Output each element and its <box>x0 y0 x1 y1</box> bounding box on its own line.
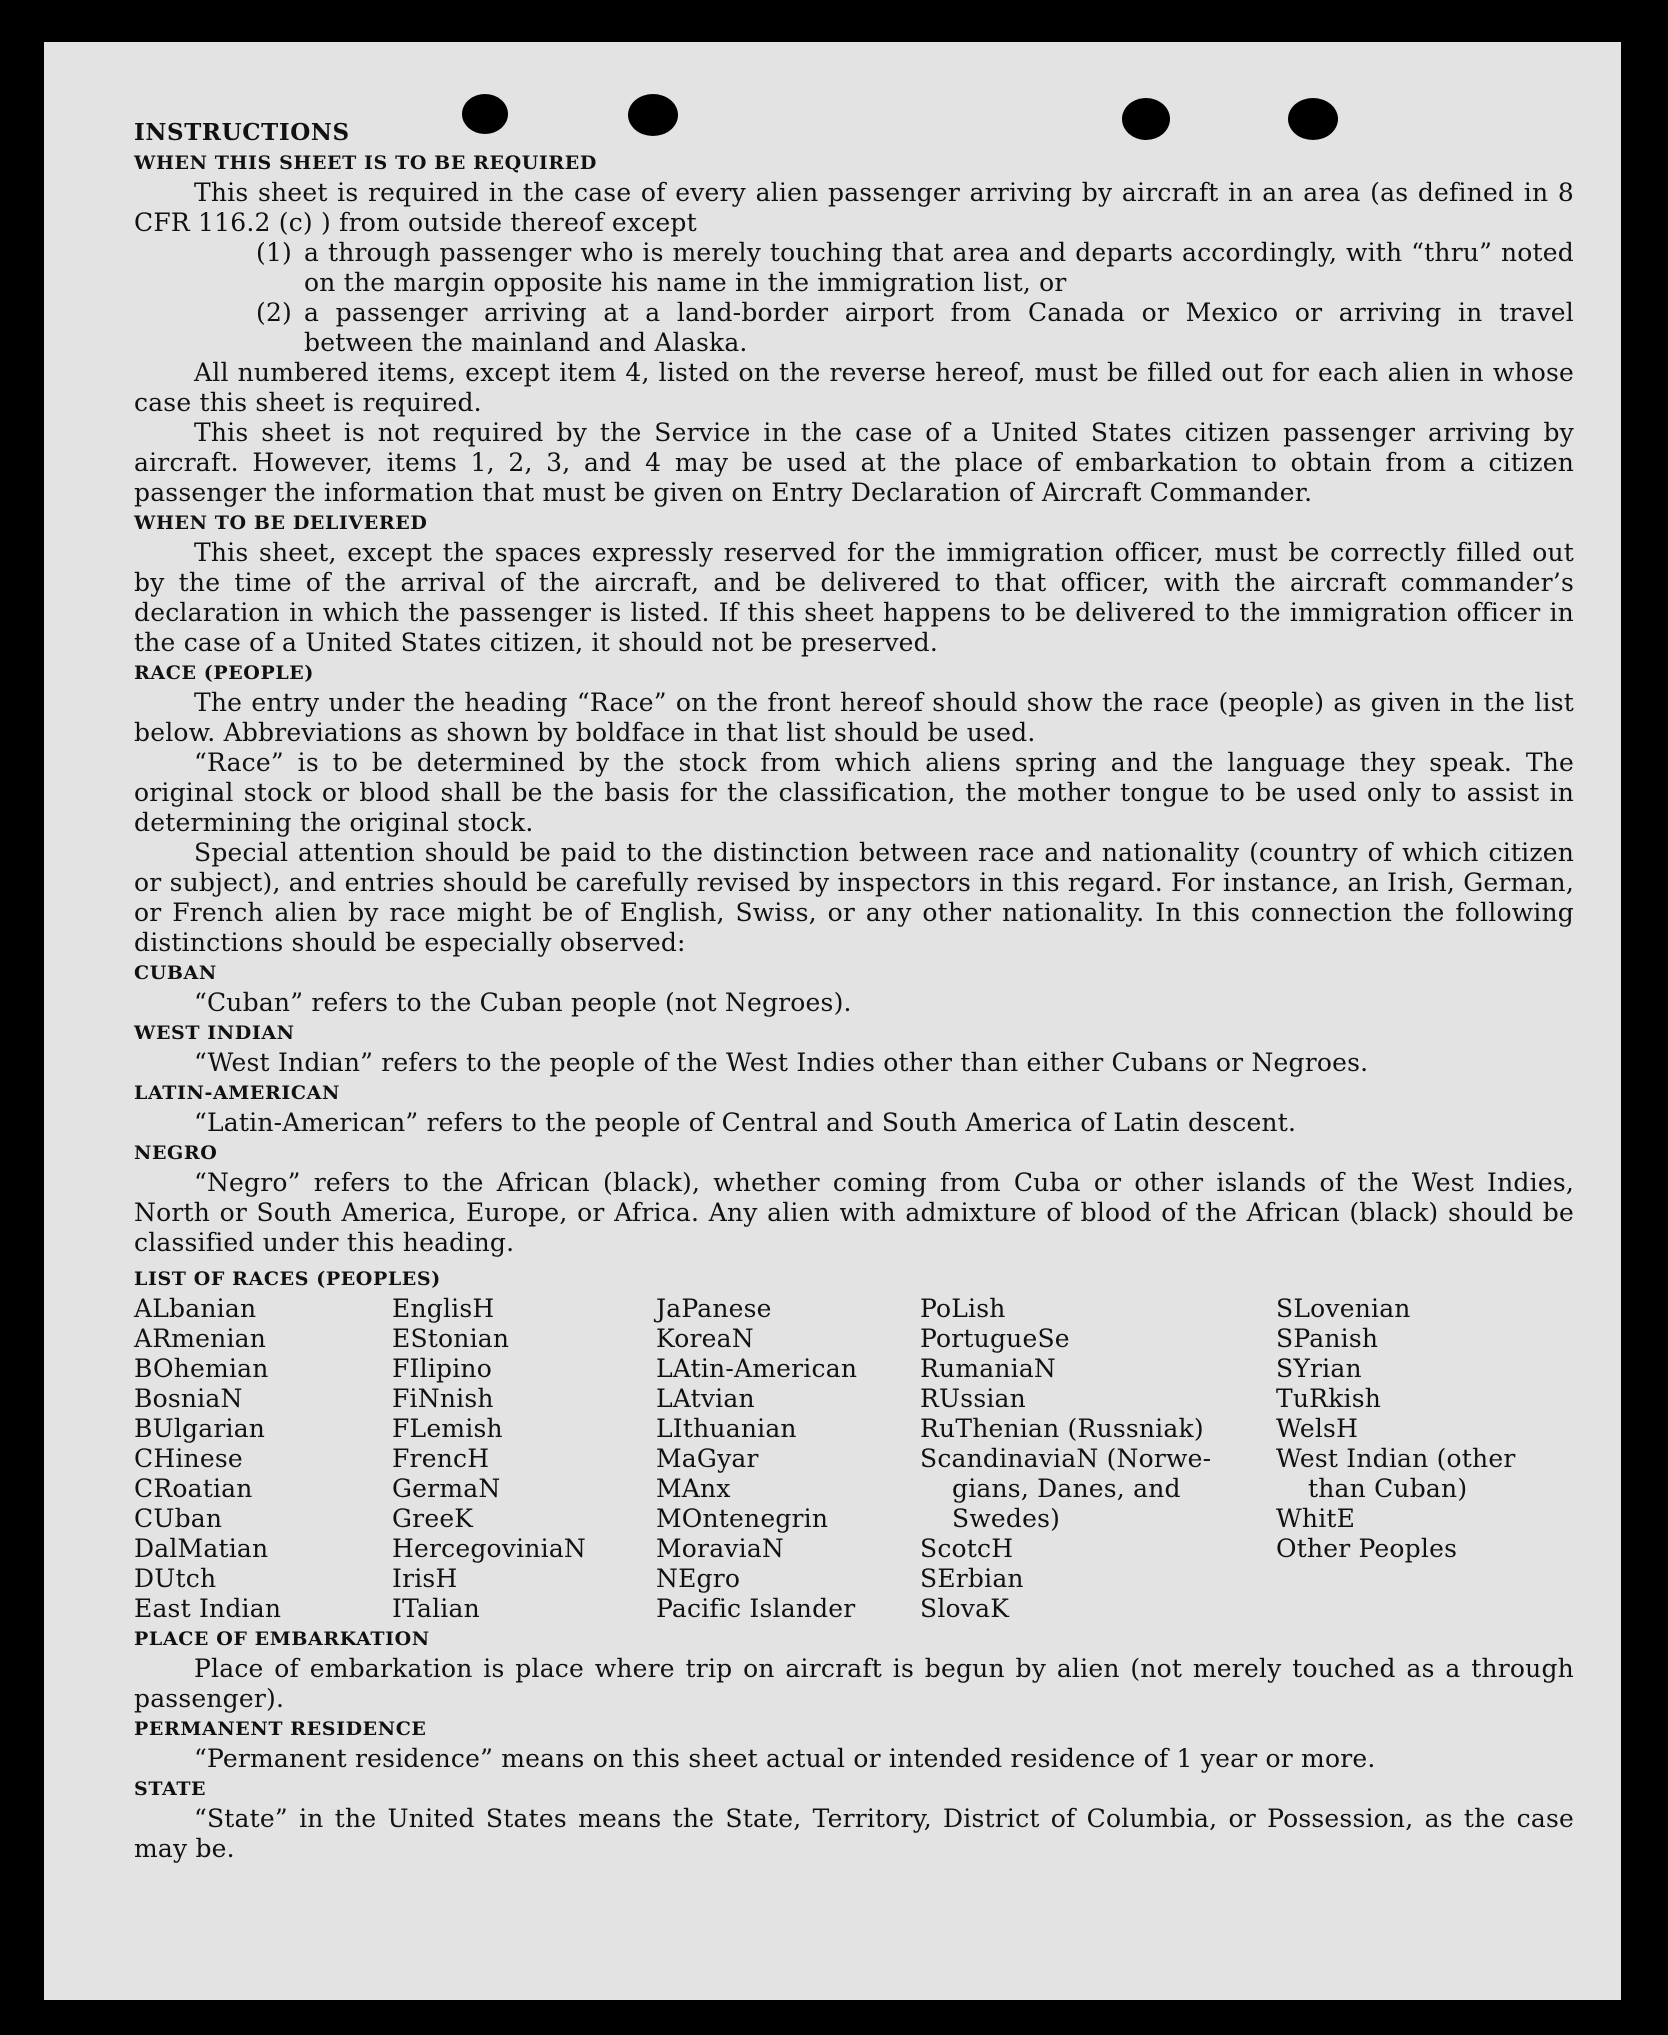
race-item: West Indian (other <box>1276 1444 1516 1473</box>
race-item: IrisH <box>392 1564 458 1593</box>
item-number: (2) <box>256 298 293 327</box>
race-item: GreeK <box>392 1504 474 1533</box>
race-item: SLovenian <box>1276 1294 1411 1323</box>
race-item: CHinese <box>134 1444 243 1473</box>
race-item: MoraviaN <box>656 1534 785 1563</box>
heading-embarkation: PLACE OF EMBARKATION <box>134 1628 430 1650</box>
instructions-content <box>134 118 1574 1864</box>
item-text: a passenger arriving at a land-border airport from Canada or Mexico or arriving in travel between the mainland and Alaska. <box>304 298 1574 357</box>
heading-west-indian: WEST INDIAN <box>134 1022 295 1044</box>
race-item: MAnx <box>656 1474 731 1503</box>
race-item: ITalian <box>392 1594 480 1623</box>
item-text: a through passenger who is merely touching that area and departs accordingly, with “thru” noted on the margin opposite his name in the immigration list, or <box>304 238 1574 297</box>
page-title: INSTRUCTIONS <box>134 119 350 146</box>
race-item: JaPanese <box>656 1294 772 1323</box>
race-item: SErbian <box>920 1564 1024 1593</box>
paragraph: “Latin-American” refers to the people of Central and South America of Latin descent. <box>194 1108 1297 1137</box>
race-item: Other Peoples <box>1276 1534 1458 1563</box>
race-item: ALbanian <box>134 1294 257 1323</box>
paragraph: “Race” is to be determined by the stock from which aliens spring and the language they speak. The original stock or blood shall be the basis for the classification, the mother tongue to be used only to assist in determining the original stock. <box>134 748 1574 837</box>
race-item: ARmenian <box>134 1324 267 1353</box>
paragraph: The entry under the heading “Race” on the front hereof should show the race (people) as given in the list below. Abbreviations as shown by boldface in that list should be used. <box>134 688 1574 747</box>
races-column-5 <box>1276 1294 1574 1624</box>
race-item: LAtin-American <box>656 1354 858 1383</box>
races-column-3 <box>656 1294 920 1624</box>
heading-latin-american: LATIN-AMERICAN <box>134 1082 340 1104</box>
race-item: FiNnish <box>392 1384 494 1413</box>
race-item: BOhemian <box>134 1354 269 1383</box>
race-item: PortugueSe <box>920 1324 1070 1353</box>
race-item: LAtvian <box>656 1384 755 1413</box>
race-item-continued: than Cuban) <box>1308 1474 1468 1503</box>
paragraph: All numbered items, except item 4, listed on the reverse hereof, must be filled out for each alien in whose case this sheet is required. <box>134 358 1574 417</box>
paragraph: This sheet, except the spaces expressly reserved for the immigration officer, must be correctly filled out by the time of the arrival of the aircraft, and be delivered to that officer, with the aircraft commander’s declaration in which the passenger is listed. If this sheet happens to be delivered to the immigration officer in the case of a United States citizen, it should not be preserved. <box>134 538 1574 657</box>
race-item: KoreaN <box>656 1324 754 1353</box>
heading-negro: NEGRO <box>134 1142 218 1164</box>
heading-list-of-races: LIST OF RACES (PEOPLES) <box>134 1268 441 1290</box>
race-item: CUban <box>134 1504 223 1533</box>
race-item: DUtch <box>134 1564 217 1593</box>
race-item: FLemish <box>392 1414 503 1443</box>
race-item: LIthuanian <box>656 1414 797 1443</box>
race-item-continued: Swedes) <box>952 1504 1061 1533</box>
race-item: BosniaN <box>134 1384 243 1413</box>
list-item <box>134 298 1574 358</box>
race-item: BUlgarian <box>134 1414 266 1443</box>
race-item: GermaN <box>392 1474 501 1503</box>
paragraph: “Cuban” refers to the Cuban people (not Negroes). <box>194 988 852 1017</box>
race-item: FrencH <box>392 1444 490 1473</box>
race-item: NEgro <box>656 1564 741 1593</box>
paragraph: “State” in the United States means the State, Territory, District of Columbia, or Possession, as the case may be. <box>134 1804 1574 1863</box>
paragraph: Special attention should be paid to the distinction between race and nationality (country of which citizen or subject), and entries should be carefully revised by inspectors in this regard. For instance, an Irish, German, or French alien by race might be of English, Swiss, or any other nationality. In this connection the following distinctions should be especially observed: <box>134 838 1574 957</box>
race-item: FIlipino <box>392 1354 492 1383</box>
document-sheet <box>44 42 1621 2000</box>
heading-cuban: CUBAN <box>134 962 217 984</box>
heading-race: RACE (PEOPLE) <box>134 662 314 684</box>
race-item: MaGyar <box>656 1444 759 1473</box>
races-list <box>134 1294 1574 1624</box>
race-item: RuThenian (Russniak) <box>920 1414 1204 1443</box>
paragraph: This sheet is required in the case of every alien passenger arriving by aircraft in an area (as defined in 8 CFR 116.2 (c) ) from outside thereof except <box>134 178 1574 237</box>
race-item: ScandinaviaN (Norwe- <box>920 1444 1212 1473</box>
race-item: HercegoviniaN <box>392 1534 586 1563</box>
race-item: ScotcH <box>920 1534 1014 1563</box>
heading-required: WHEN THIS SHEET IS TO BE REQUIRED <box>134 152 597 174</box>
race-item: WhitE <box>1276 1504 1356 1533</box>
race-item-continued: gians, Danes, and <box>952 1474 1181 1503</box>
race-item: TuRkish <box>1276 1384 1382 1413</box>
race-item: SPanish <box>1276 1324 1379 1353</box>
race-item: SlovaK <box>920 1594 1010 1623</box>
race-item: DalMatian <box>134 1534 269 1563</box>
races-column-4 <box>920 1294 1276 1624</box>
race-item: MOntenegrin <box>656 1504 829 1533</box>
race-item: Pacific Islander <box>656 1594 856 1623</box>
race-item: RumaniaN <box>920 1354 1057 1383</box>
item-number: (1) <box>256 238 293 267</box>
heading-state: STATE <box>134 1778 207 1800</box>
race-item: SYrian <box>1276 1354 1362 1383</box>
paragraph: “West Indian” refers to the people of the West Indies other than either Cubans or Negroes. <box>194 1048 1369 1077</box>
paragraph: Place of embarkation is place where trip on aircraft is begun by alien (not merely touched as a through passenger). <box>134 1654 1574 1713</box>
heading-residence: PERMANENT RESIDENCE <box>134 1718 427 1740</box>
paragraph: “Permanent residence” means on this sheet actual or intended residence of 1 year or more. <box>194 1744 1376 1773</box>
race-item: PoLish <box>920 1294 1006 1323</box>
heading-delivered: WHEN TO BE DELIVERED <box>134 512 428 534</box>
race-item: EStonian <box>392 1324 510 1353</box>
races-column-1 <box>134 1294 392 1624</box>
race-item: East Indian <box>134 1594 282 1623</box>
paragraph: “Negro” refers to the African (black), whether coming from Cuba or other islands of the West Indies, North or South America, Europe, or Africa. Any alien with admixture of blood of the African (black) should be classified under this heading. <box>134 1168 1574 1257</box>
race-item: WelsH <box>1276 1414 1359 1443</box>
race-item: RUssian <box>920 1384 1026 1413</box>
race-item: EnglisH <box>392 1294 495 1323</box>
races-column-2 <box>392 1294 656 1624</box>
race-item: CRoatian <box>134 1474 253 1503</box>
list-item <box>134 238 1574 298</box>
paragraph: This sheet is not required by the Service in the case of a United States citizen passenger arriving by aircraft. However, items 1, 2, 3, and 4 may be used at the place of embarkation to obtain from a citizen passenger the information that must be given on Entry Declaration of Aircraft Commander. <box>134 418 1574 507</box>
